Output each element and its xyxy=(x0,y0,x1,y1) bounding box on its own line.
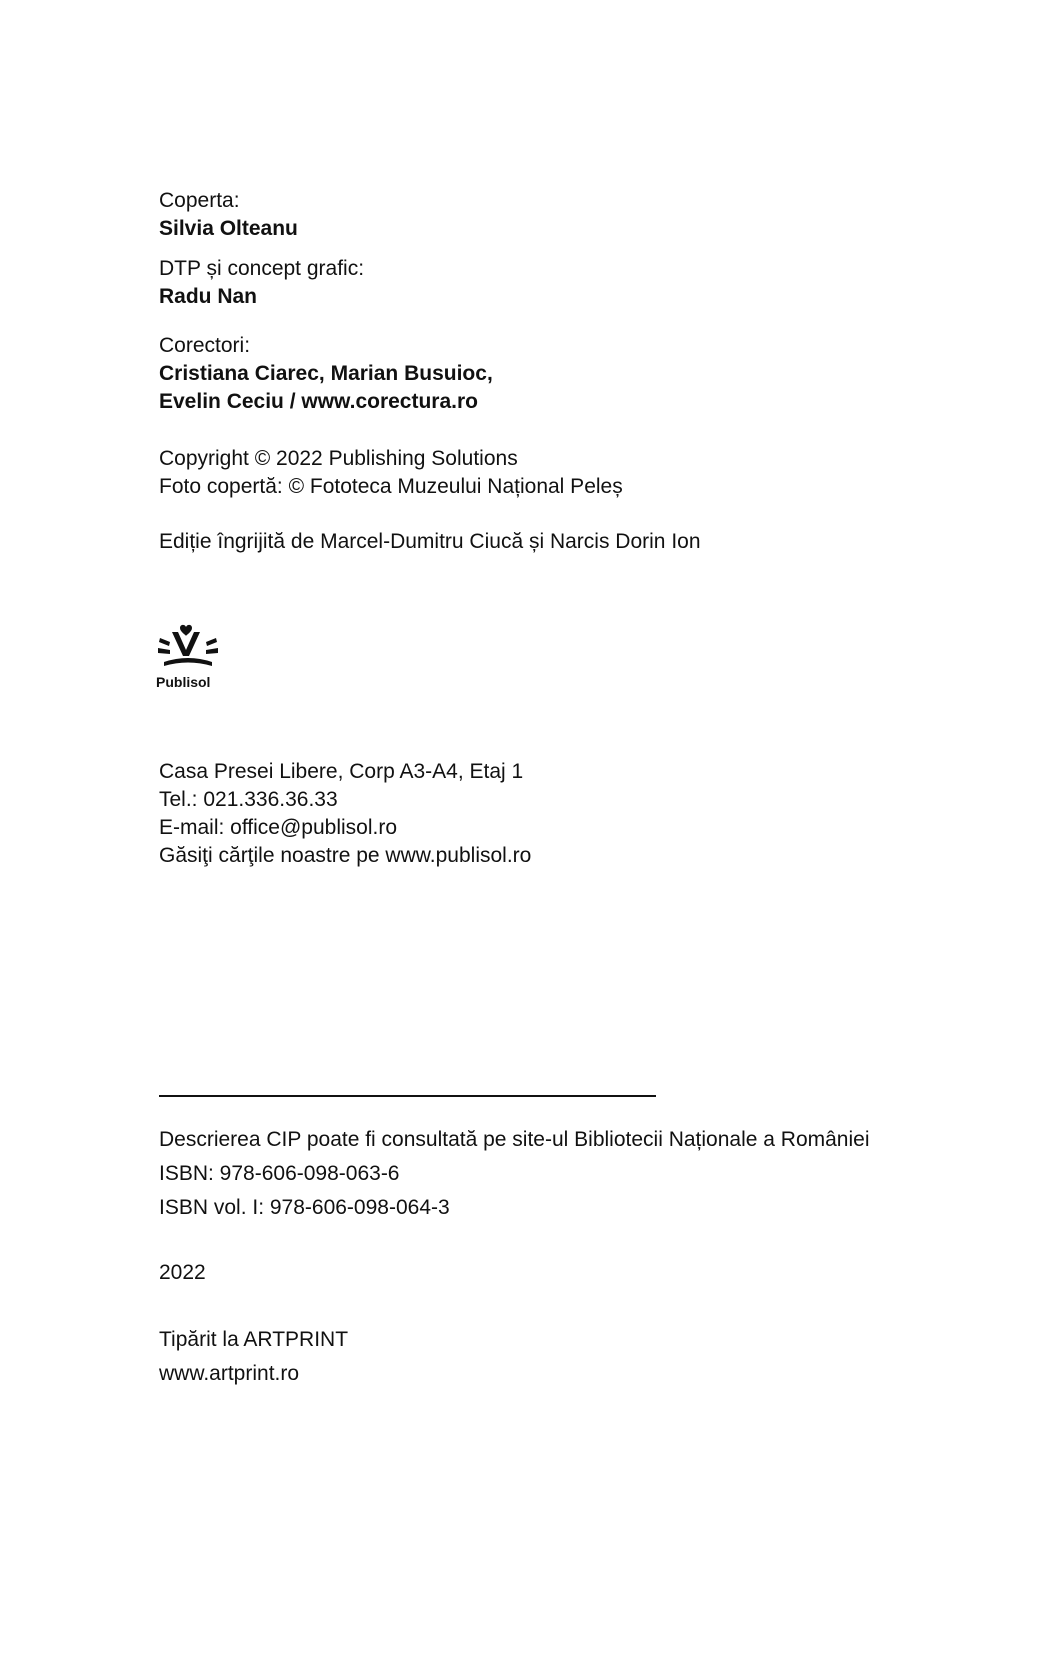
cip-block xyxy=(159,1123,869,1225)
email-line: E-mail: office@publisol.ro xyxy=(159,816,398,839)
address-line: Casa Presei Libere, Corp A3-A4, Etaj 1 xyxy=(159,760,524,783)
publisher-logo xyxy=(156,622,220,692)
phone-line: Tel.: 021.336.36.33 xyxy=(159,788,338,811)
website-line: Găsiţi cărţile noastre pe www.publisol.ro xyxy=(159,844,532,867)
divider-rule xyxy=(159,1095,656,1097)
cip-description: Descrierea CIP poate fi consultată pe site-ul Bibliotecii Naționale a României xyxy=(159,1128,870,1151)
dtp-label: DTP și concept grafic: xyxy=(159,257,365,280)
proofreaders-label: Corectori: xyxy=(159,334,251,357)
printer-block xyxy=(159,1323,348,1391)
cover-label: Coperta: xyxy=(159,189,240,212)
cover-name: Silvia Olteanu xyxy=(159,217,298,240)
copyright-line: Copyright © 2022 Publishing Solutions xyxy=(159,447,518,470)
contact-block xyxy=(159,758,531,870)
isbn-line: ISBN: 978-606-098-063-6 xyxy=(159,1162,400,1185)
edition-line: Ediție îngrijită de Marcel-Dumitru Ciucă și Narcis Dorin Ion xyxy=(159,530,701,553)
publisol-logo-text: Publisol xyxy=(156,674,211,690)
publisol-logo-icon xyxy=(156,622,220,674)
isbn-vol-line: ISBN vol. I: 978-606-098-064-3 xyxy=(159,1196,450,1219)
printer-website: www.artprint.ro xyxy=(159,1362,300,1385)
year-line: 2022 xyxy=(159,1261,206,1284)
cover-credit xyxy=(159,187,298,243)
proofreaders-names-line-2: Evelin Ceciu / www.corectura.ro xyxy=(159,390,478,413)
dtp-credit xyxy=(159,255,364,311)
printer-line: Tipărit la ARTPRINT xyxy=(159,1328,349,1351)
rights-block xyxy=(159,445,623,501)
proofreaders-names-line-1: Cristiana Ciarec, Marian Busuioc, xyxy=(159,362,493,385)
dtp-name: Radu Nan xyxy=(159,285,258,308)
cover-photo-line: Foto copertă: © Fototeca Muzeului Național Peleș xyxy=(159,475,623,498)
proofreaders-credit xyxy=(159,332,493,416)
